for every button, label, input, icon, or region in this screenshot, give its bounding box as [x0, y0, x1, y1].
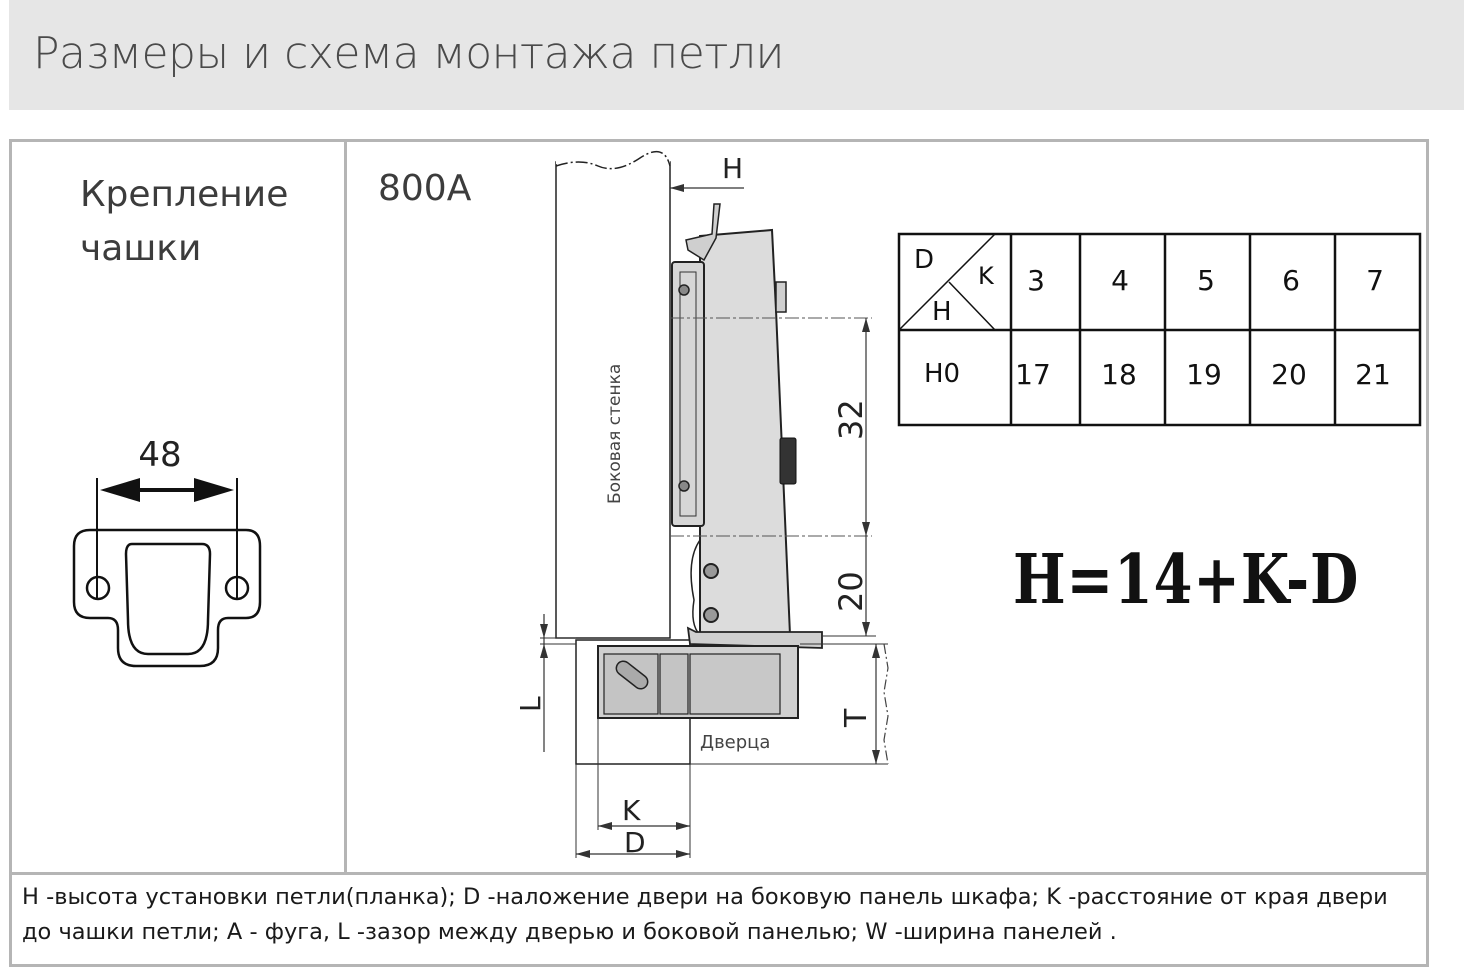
table-corner-D: D — [914, 245, 935, 275]
formula: H=14+K-D — [1013, 540, 1360, 620]
dimension-K: K — [622, 794, 641, 827]
page-title: Размеры и схема монтажа петли — [33, 28, 785, 79]
cup-mount-drawing — [60, 420, 280, 680]
overlay-table — [896, 232, 1426, 430]
cup-mount-title-line1: Крепление — [80, 174, 289, 215]
table-k-value: 3 — [1027, 264, 1045, 297]
dimension-32: 32 — [832, 399, 870, 440]
table-k-value: 7 — [1366, 264, 1384, 297]
table-k-value: 6 — [1282, 264, 1300, 297]
table-row-label-H0: H0 — [924, 359, 961, 389]
cup-mount-title — [80, 168, 330, 276]
model-label: 800A — [378, 168, 472, 209]
dimension-D: D — [624, 826, 646, 859]
cup-dimension-48: 48 — [138, 435, 182, 475]
dimension-H: H — [722, 152, 744, 185]
side-wall-label: Боковая стенка — [605, 363, 625, 504]
notes-divider — [9, 872, 1429, 875]
table-h0-value: 18 — [1101, 358, 1137, 391]
dimension-T: T — [839, 708, 874, 727]
table-h0-value: 17 — [1015, 358, 1051, 391]
dimension-20: 20 — [832, 571, 870, 612]
table-corner-H: H — [932, 297, 952, 327]
dimension-L: L — [514, 696, 547, 712]
table-k-value: 5 — [1197, 264, 1215, 297]
header-bar — [9, 0, 1464, 110]
hinge-drawing — [500, 150, 920, 870]
legend-notes: H -высота установки петли(планка); D -наложение двери на боковую панель шкафа; K -расстояние от края двери до чашки петли; A - фуга, L -зазор между дверью и боковой панелью; W -ширина панелей . — [22, 884, 1388, 945]
table-corner-K: K — [978, 262, 994, 290]
column-divider — [344, 139, 347, 874]
cup-mount-title-line2: чашки — [80, 228, 202, 269]
table-k-value: 4 — [1111, 264, 1129, 297]
table-h0-value: 20 — [1271, 358, 1307, 391]
door-label: Дверца — [700, 732, 771, 753]
table-h0-value: 21 — [1355, 358, 1391, 391]
table-h0-value: 19 — [1186, 358, 1222, 391]
